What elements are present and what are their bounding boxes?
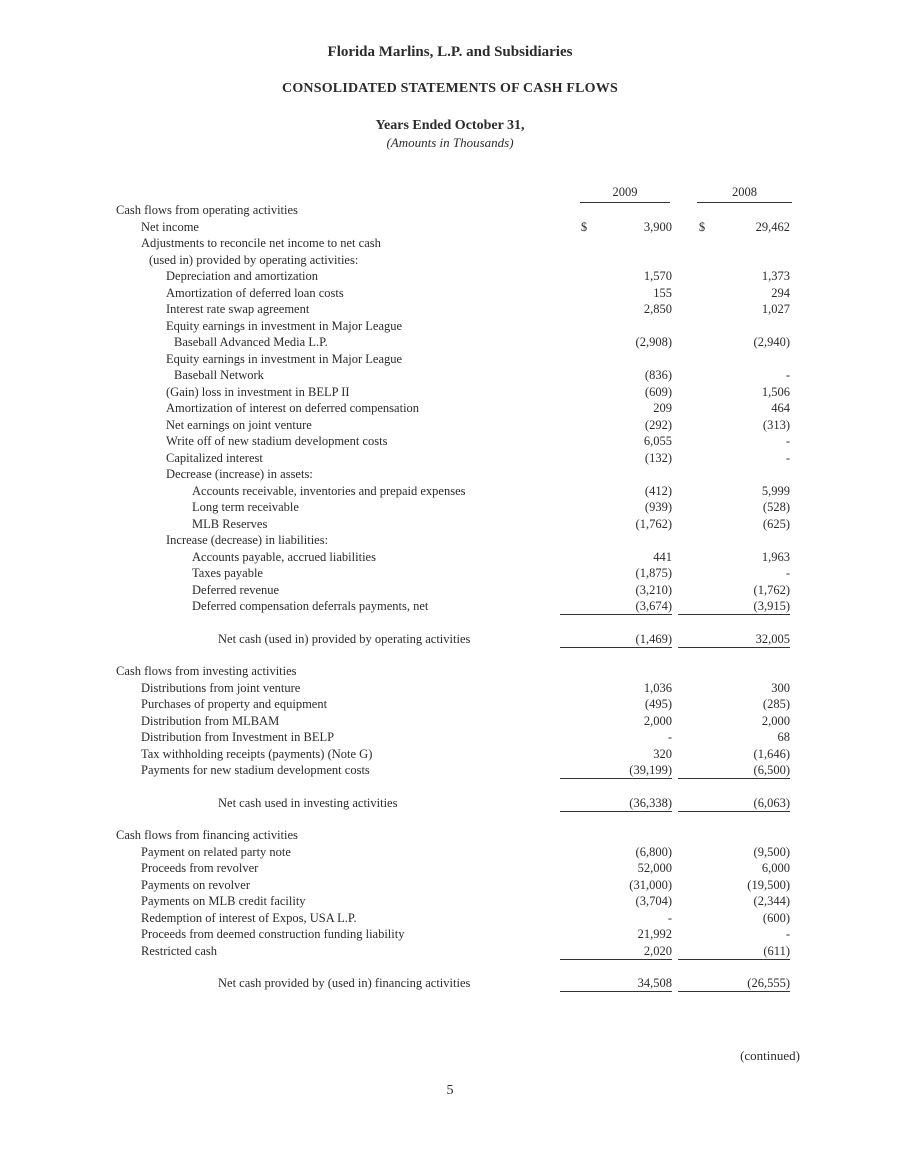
row-label: Cash flows from financing activities (116, 828, 298, 842)
row-label: Distribution from MLBAM (141, 713, 280, 728)
value-2009: (39,199) (560, 762, 672, 779)
table-row (0, 400, 900, 416)
value-2009: (292) (644, 417, 672, 432)
value-2008: 1,506 (761, 384, 790, 399)
value-2009: (836) (644, 368, 672, 382)
value-2009: 3,900 (643, 219, 672, 234)
table-row (0, 367, 900, 383)
row-label: Capitalized interest (166, 450, 263, 465)
table-row (0, 235, 900, 251)
value-2009: (36,338) (560, 795, 672, 812)
value-2009: (3,674) (560, 598, 672, 615)
table-row (0, 268, 900, 284)
row-label: Proceeds from revolver (141, 861, 259, 875)
row-label: Net cash (used in) provided by operating activities (218, 631, 471, 646)
value-2009: 320 (653, 746, 672, 761)
column-header-2008: 2008 (697, 185, 792, 203)
value-2009: 1,570 (643, 269, 672, 283)
table-row (0, 943, 900, 959)
statement-title: CONSOLIDATED STATEMENTS OF CASH FLOWS (282, 81, 618, 96)
value-2009: 21,992 (637, 927, 672, 941)
currency-symbol: $ (580, 219, 588, 234)
value-2009: (3,210) (635, 582, 672, 597)
value-2009: 209 (653, 401, 672, 415)
row-label: (Gain) loss in investment in BELP II (166, 384, 350, 399)
table-row (0, 926, 900, 942)
table-row (0, 663, 900, 679)
table-row (0, 795, 900, 811)
value-2008: (285) (762, 697, 790, 711)
row-label: Cash flows from operating activities (116, 203, 298, 217)
value-2009: 52,000 (637, 861, 672, 875)
value-2009: 34,508 (560, 975, 672, 992)
table-row (0, 860, 900, 876)
row-label: Tax withholding receipts (payments) (Note G) (141, 746, 373, 761)
row-label: Taxes payable (192, 566, 263, 580)
row-label: Proceeds from deemed construction funding liability (141, 927, 405, 941)
row-label: Equity earnings in investment in Major League (166, 351, 403, 366)
table-row (0, 827, 900, 843)
row-label: Restricted cash (141, 943, 218, 958)
row-label: Net cash used in investing activities (218, 795, 398, 810)
row-label: Baseball Advanced Media L.P. (174, 335, 328, 349)
units-note: (Amounts in Thousands) (386, 135, 514, 150)
table-row (0, 844, 900, 860)
row-label: Net income (141, 219, 199, 234)
currency-symbol: $ (698, 219, 706, 234)
value-2008: (1,646) (753, 746, 790, 761)
table-row (0, 729, 900, 745)
value-2008: - (785, 434, 790, 448)
table-row (0, 746, 900, 762)
value-2008: (1,762) (753, 582, 790, 597)
table-row (0, 252, 900, 268)
table-row (0, 680, 900, 696)
continued-note: (continued) (740, 1048, 800, 1063)
value-2008: (313) (762, 417, 790, 432)
row-label: Net cash provided by (used in) financing activities (218, 976, 471, 990)
row-label: Equity earnings in investment in Major League (166, 318, 403, 333)
table-row (0, 696, 900, 712)
row-label: Net earnings on joint venture (166, 417, 312, 432)
value-2009: (1,762) (635, 516, 672, 531)
table-row (0, 762, 900, 778)
value-2008: - (785, 566, 790, 580)
value-2008: (611) (678, 943, 790, 960)
row-label: MLB Reserves (192, 516, 268, 531)
value-2009: (31,000) (629, 877, 672, 892)
value-2008: 2,000 (761, 713, 790, 728)
table-row (0, 285, 900, 301)
value-2008: (625) (762, 516, 790, 531)
table-row (0, 450, 900, 466)
table-row (0, 384, 900, 400)
column-header-2009: 2009 (580, 185, 670, 203)
table-row (0, 433, 900, 449)
row-label: Payments on MLB credit facility (141, 894, 306, 908)
value-2008: (6,500) (678, 762, 790, 779)
row-label: Accounts receivable, inventories and prepaid expenses (192, 483, 466, 498)
table-row (0, 532, 900, 548)
row-label: Payments for new stadium development costs (141, 763, 370, 777)
table-row (0, 975, 900, 991)
value-2009: 155 (653, 285, 672, 300)
value-2009: (3,704) (635, 894, 672, 908)
row-label: Amortization of interest on deferred compensation (166, 401, 420, 415)
value-2009: 2,000 (643, 713, 672, 728)
table-row (0, 598, 900, 614)
row-label: Distributions from joint venture (141, 680, 301, 695)
row-label: Distribution from Investment in BELP (141, 730, 335, 744)
value-2008: 6,000 (761, 861, 790, 875)
value-2008: - (785, 368, 790, 382)
table-row (0, 466, 900, 482)
value-2008: - (785, 927, 790, 941)
value-2008: 300 (771, 680, 790, 695)
value-2008: 294 (771, 285, 790, 300)
row-label: Baseball Network (174, 368, 264, 382)
table-row (0, 516, 900, 532)
row-label: (used in) provided by operating activities: (149, 252, 359, 267)
row-label: Purchases of property and equipment (141, 697, 328, 711)
row-label: Interest rate swap agreement (166, 302, 310, 316)
row-label: Depreciation and amortization (166, 269, 319, 283)
value-2009: 441 (653, 549, 672, 564)
value-2008: - (785, 450, 790, 465)
table-row (0, 318, 900, 334)
value-2008: (9,500) (753, 844, 790, 859)
table-row (0, 565, 900, 581)
value-2009: (1,875) (635, 566, 672, 580)
row-label: Cash flows from investing activities (116, 664, 297, 678)
value-2008: (2,344) (753, 894, 790, 908)
row-label: Amortization of deferred loan costs (166, 285, 344, 300)
value-2009: (609) (644, 384, 672, 399)
table-row (0, 631, 900, 647)
table-row (0, 713, 900, 729)
value-2008: (600) (762, 910, 790, 925)
value-2008: 68 (777, 730, 790, 744)
value-2009: (1,469) (560, 631, 672, 648)
table-row (0, 499, 900, 515)
row-label: Redemption of interest of Expos, USA L.P. (141, 910, 357, 925)
value-2008: 29,462 (755, 219, 790, 234)
table-row (0, 219, 900, 235)
row-label: Accounts payable, accrued liabilities (192, 549, 376, 564)
row-label: Payments on revolver (141, 877, 251, 892)
value-2009: (939) (644, 500, 672, 514)
row-label: Payment on related party note (141, 844, 291, 859)
value-2009: (412) (644, 483, 672, 498)
value-2009: 2,850 (643, 302, 672, 316)
page-number: 5 (446, 1083, 454, 1098)
table-row (0, 549, 900, 565)
value-2008: (3,915) (678, 598, 790, 615)
value-2008: 1,963 (761, 549, 790, 564)
row-label: Adjustments to reconcile net income to net cash (141, 236, 381, 250)
row-label: Decrease (increase) in assets: (166, 467, 313, 481)
value-2008: 32,005 (678, 631, 790, 648)
value-2009: 6,055 (643, 434, 672, 448)
table-row (0, 301, 900, 317)
row-label: Long term receivable (192, 500, 299, 514)
value-2009: - (667, 910, 672, 925)
table-row (0, 877, 900, 893)
row-label: Deferred compensation deferrals payments, net (192, 599, 429, 613)
row-label: Deferred revenue (192, 582, 280, 597)
value-2009: - (667, 730, 672, 744)
value-2008: (19,500) (747, 877, 790, 892)
table-row (0, 417, 900, 433)
period-heading: Years Ended October 31, (375, 118, 525, 133)
value-2009: (2,908) (635, 335, 672, 349)
value-2009: (132) (644, 450, 672, 465)
table-row (0, 202, 900, 218)
table-row (0, 483, 900, 499)
company-name: Florida Marlins, L.P. and Subsidiaries (327, 44, 573, 60)
table-row (0, 351, 900, 367)
table-row (0, 893, 900, 909)
value-2009: (6,800) (635, 844, 672, 859)
value-2008: (528) (762, 500, 790, 514)
value-2009: 1,036 (643, 680, 672, 695)
table-row (0, 910, 900, 926)
value-2009: (495) (644, 697, 672, 711)
table-row (0, 334, 900, 350)
value-2008: 1,373 (761, 269, 790, 283)
value-2008: 464 (771, 401, 790, 415)
value-2008: 5,999 (761, 483, 790, 498)
value-2009: 2,020 (560, 943, 672, 960)
value-2008: (6,063) (678, 795, 790, 812)
value-2008: (26,555) (678, 975, 790, 992)
table-row (0, 582, 900, 598)
value-2008: (2,940) (753, 335, 790, 349)
row-label: Write off of new stadium development costs (166, 434, 388, 448)
row-label: Increase (decrease) in liabilities: (166, 533, 329, 547)
value-2008: 1,027 (761, 302, 790, 316)
